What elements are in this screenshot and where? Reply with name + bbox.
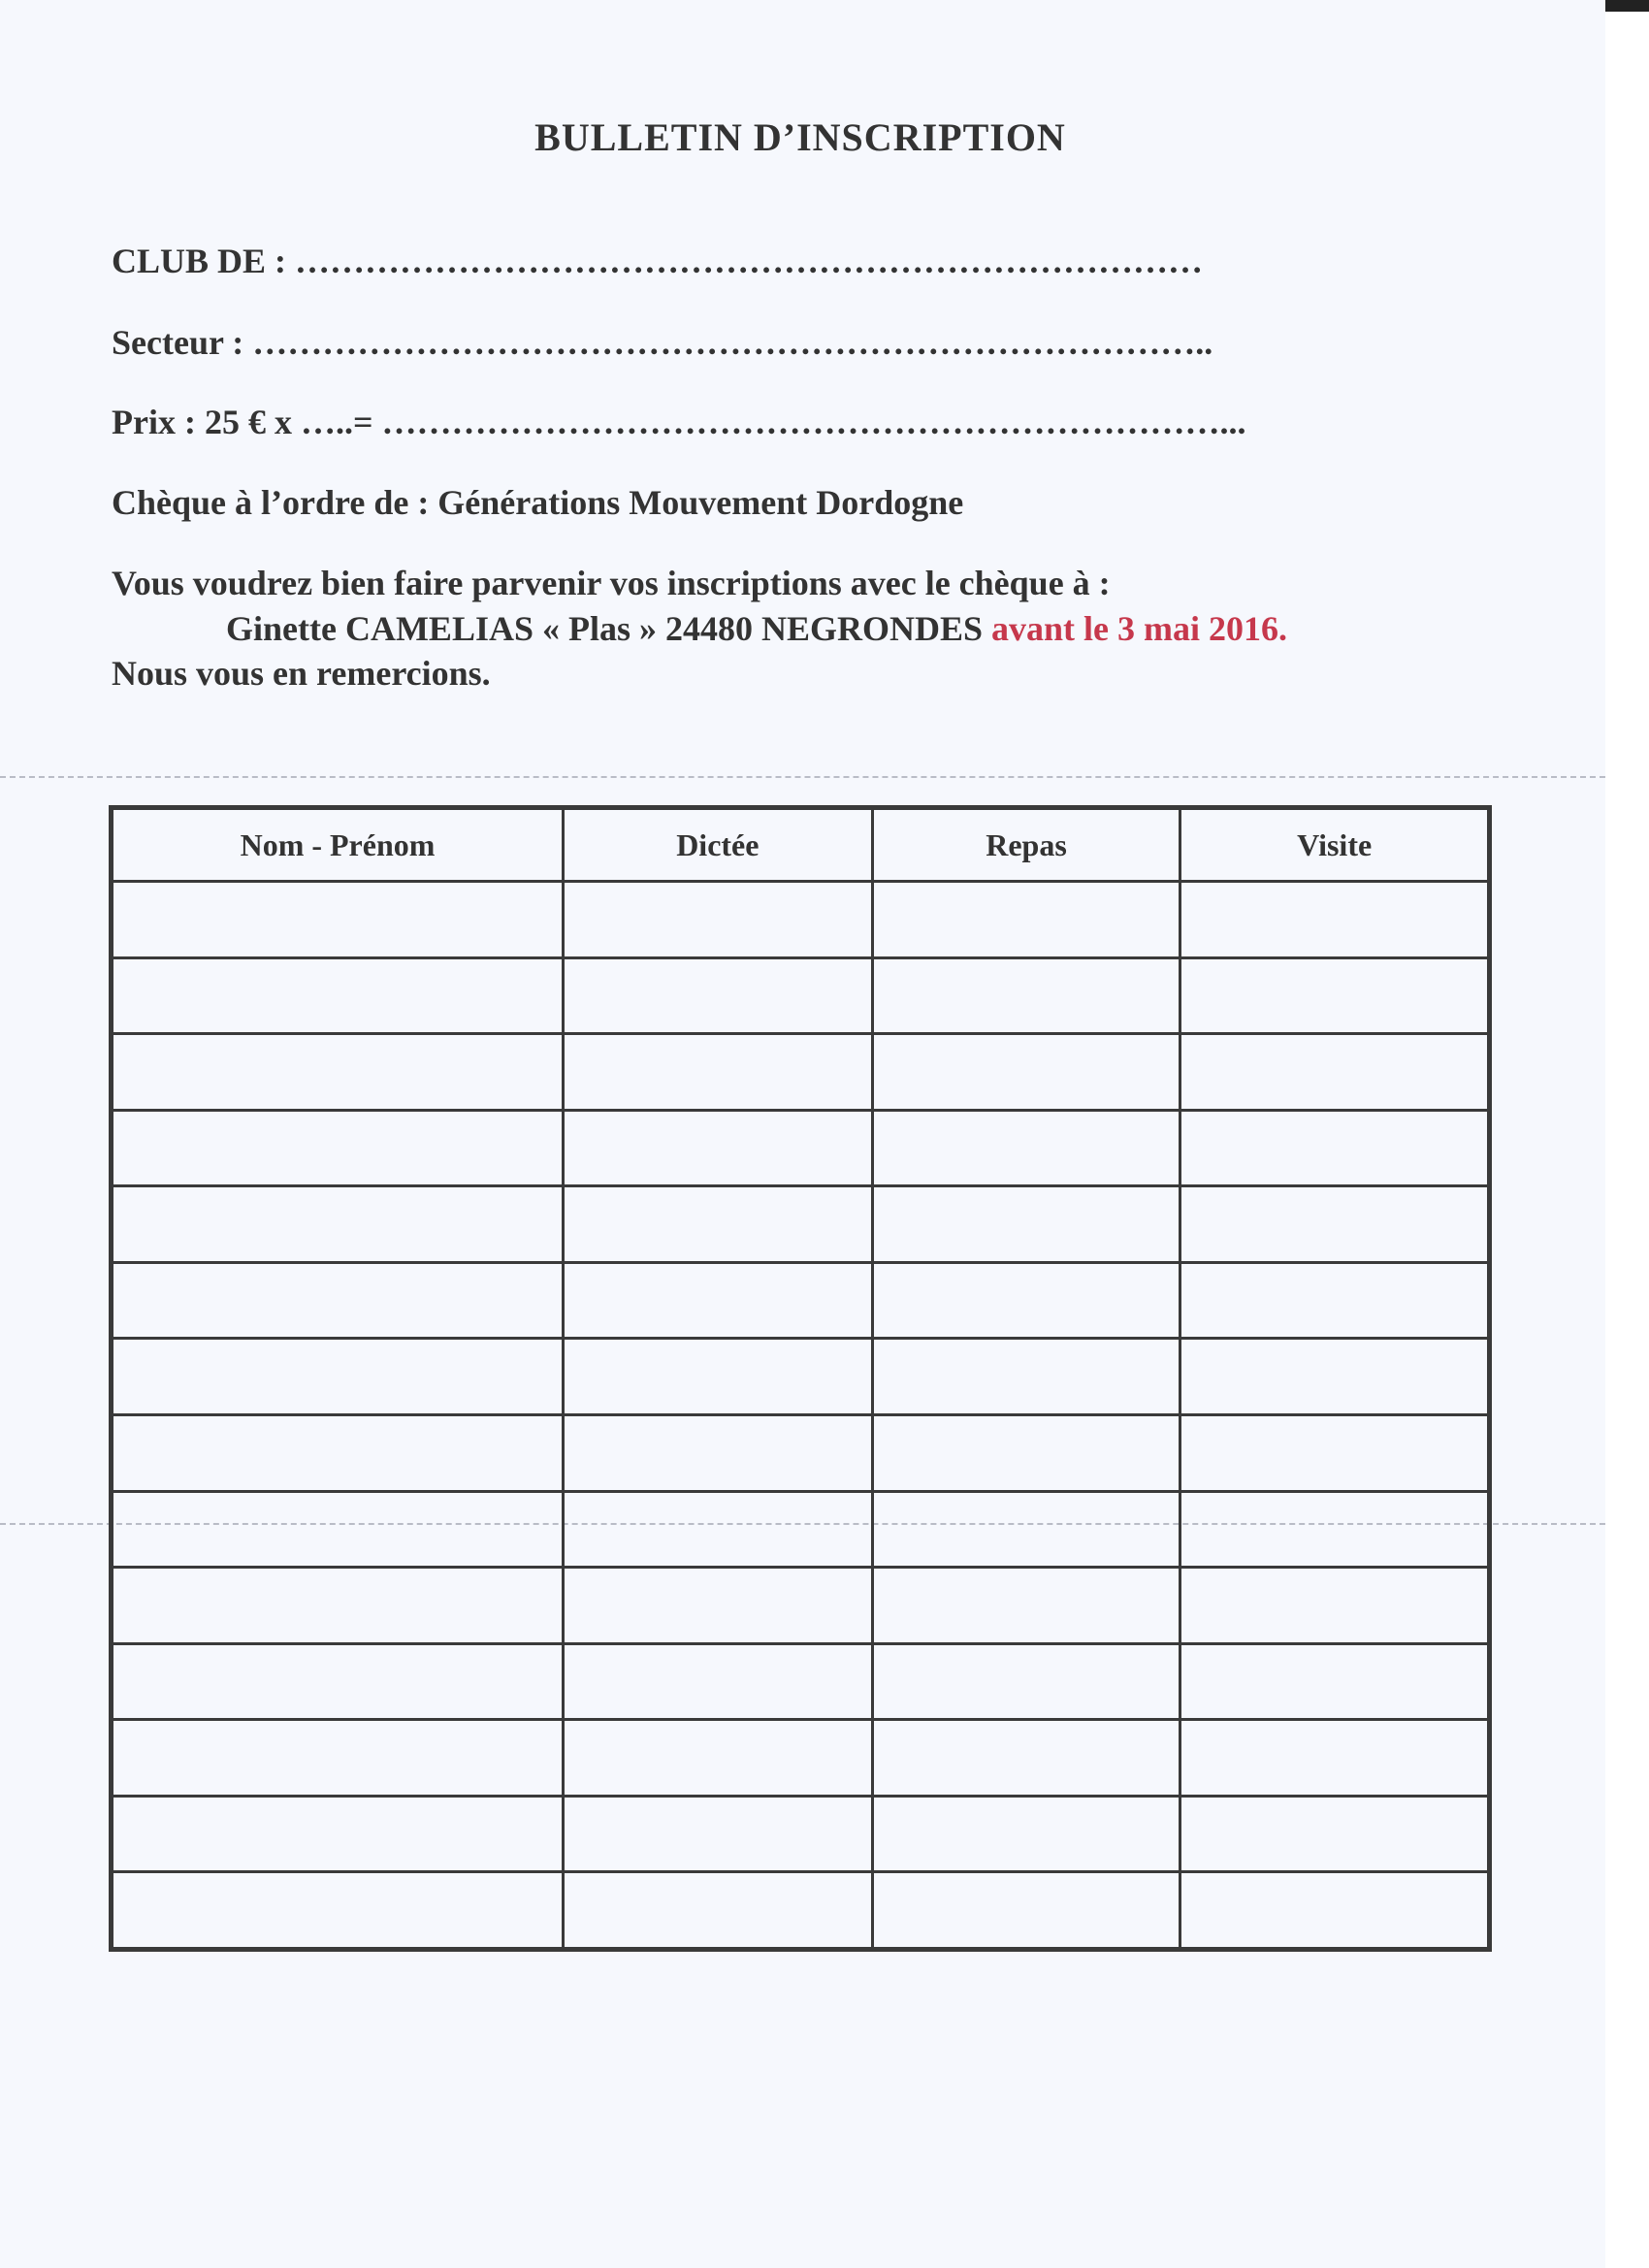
repas-cell[interactable] bbox=[872, 1720, 1180, 1797]
dictee-cell[interactable] bbox=[563, 1872, 872, 1950]
address-line bbox=[226, 608, 1390, 649]
table-row bbox=[112, 1110, 1490, 1186]
table-row bbox=[112, 1643, 1490, 1720]
repas-cell[interactable] bbox=[872, 1186, 1180, 1263]
dictee-cell[interactable] bbox=[563, 1643, 872, 1720]
table-row bbox=[112, 1034, 1490, 1111]
visite-cell[interactable] bbox=[1180, 1110, 1490, 1186]
nom-prenom-cell[interactable] bbox=[112, 1339, 564, 1415]
column-header-visite: Visite bbox=[1180, 808, 1490, 882]
nom-prenom-cell[interactable] bbox=[112, 1110, 564, 1186]
club-field: CLUB DE : …………………………………………………………………… bbox=[112, 242, 1204, 280]
repas-cell[interactable] bbox=[872, 1872, 1180, 1950]
dictee-cell[interactable] bbox=[563, 1186, 872, 1263]
cheque-line: Chèque à l’ordre de : Générations Mouvement Dordogne bbox=[112, 483, 964, 522]
visite-cell[interactable] bbox=[1180, 1796, 1490, 1872]
dictee-cell[interactable] bbox=[563, 1414, 872, 1491]
fold-line bbox=[0, 776, 1605, 778]
repas-cell[interactable] bbox=[872, 1262, 1180, 1339]
visite-cell[interactable] bbox=[1180, 1491, 1490, 1568]
nom-prenom-cell[interactable] bbox=[112, 1414, 564, 1491]
repas-cell[interactable] bbox=[872, 1414, 1180, 1491]
deadline-text: avant le 3 mai 2016. bbox=[991, 609, 1288, 648]
dictee-cell[interactable] bbox=[563, 1262, 872, 1339]
nom-prenom-cell[interactable] bbox=[112, 1491, 564, 1568]
table-row bbox=[112, 1872, 1490, 1950]
visite-cell[interactable] bbox=[1180, 1262, 1490, 1339]
repas-cell[interactable] bbox=[872, 1491, 1180, 1568]
repas-cell[interactable] bbox=[872, 1339, 1180, 1415]
nom-prenom-cell[interactable] bbox=[112, 1872, 564, 1950]
thanks-line: Nous vous en remercions. bbox=[112, 654, 491, 693]
dictee-cell[interactable] bbox=[563, 882, 872, 958]
visite-cell[interactable] bbox=[1180, 1720, 1490, 1797]
table-row bbox=[112, 1796, 1490, 1872]
page-edge bbox=[1605, 0, 1649, 2268]
visite-cell[interactable] bbox=[1180, 1339, 1490, 1415]
dictee-cell[interactable] bbox=[563, 1110, 872, 1186]
nom-prenom-cell[interactable] bbox=[112, 1796, 564, 1872]
table-row bbox=[112, 1339, 1490, 1415]
repas-cell[interactable] bbox=[872, 1796, 1180, 1872]
repas-cell[interactable] bbox=[872, 1643, 1180, 1720]
dictee-cell[interactable] bbox=[563, 1339, 872, 1415]
repas-cell[interactable] bbox=[872, 1568, 1180, 1644]
nom-prenom-cell[interactable] bbox=[112, 1568, 564, 1644]
nom-prenom-cell[interactable] bbox=[112, 1262, 564, 1339]
repas-cell[interactable] bbox=[872, 1110, 1180, 1186]
visite-cell[interactable] bbox=[1180, 1186, 1490, 1263]
table-row bbox=[112, 1414, 1490, 1491]
nom-prenom-cell[interactable] bbox=[112, 1034, 564, 1111]
dictee-cell[interactable] bbox=[563, 1796, 872, 1872]
visite-cell[interactable] bbox=[1180, 957, 1490, 1034]
column-header-nom-prenom: Nom - Prénom bbox=[112, 808, 564, 882]
address-text: Ginette CAMELIAS « Plas » 24480 NEGRONDES bbox=[226, 609, 984, 648]
table-row bbox=[112, 1186, 1490, 1263]
repas-cell[interactable] bbox=[872, 1034, 1180, 1111]
instructions-intro: Vous voudrez bien faire parvenir vos inscriptions avec le chèque à : bbox=[112, 564, 1111, 602]
nom-prenom-cell[interactable] bbox=[112, 1186, 564, 1263]
nom-prenom-cell[interactable] bbox=[112, 1643, 564, 1720]
repas-cell[interactable] bbox=[872, 882, 1180, 958]
dictee-cell[interactable] bbox=[563, 1491, 872, 1568]
table-row bbox=[112, 1720, 1490, 1797]
visite-cell[interactable] bbox=[1180, 882, 1490, 958]
nom-prenom-cell[interactable] bbox=[112, 882, 564, 958]
visite-cell[interactable] bbox=[1180, 1872, 1490, 1950]
column-header-dictee: Dictée bbox=[563, 808, 872, 882]
nom-prenom-cell[interactable] bbox=[112, 957, 564, 1034]
visite-cell[interactable] bbox=[1180, 1568, 1490, 1644]
visite-cell[interactable] bbox=[1180, 1034, 1490, 1111]
registration-table bbox=[109, 805, 1492, 1952]
repas-cell[interactable] bbox=[872, 957, 1180, 1034]
table-row bbox=[112, 1568, 1490, 1644]
column-header-repas: Repas bbox=[872, 808, 1180, 882]
nom-prenom-cell[interactable] bbox=[112, 1720, 564, 1797]
secteur-field: Secteur : ……………………………………………………………………….. bbox=[112, 323, 1213, 362]
table-header-row bbox=[112, 808, 1490, 882]
corner-mark bbox=[1605, 0, 1649, 12]
dictee-cell[interactable] bbox=[563, 1720, 872, 1797]
prix-field: Prix : 25 € x …..= ………………………………………………………………... bbox=[112, 403, 1246, 441]
visite-cell[interactable] bbox=[1180, 1643, 1490, 1720]
dictee-cell[interactable] bbox=[563, 957, 872, 1034]
dictee-cell[interactable] bbox=[563, 1034, 872, 1111]
table-row bbox=[112, 957, 1490, 1034]
table-row bbox=[112, 882, 1490, 958]
table-body bbox=[112, 882, 1490, 1950]
dictee-cell[interactable] bbox=[563, 1568, 872, 1644]
table-row bbox=[112, 1262, 1490, 1339]
visite-cell[interactable] bbox=[1180, 1414, 1490, 1491]
page-title: BULLETIN D’INSCRIPTION bbox=[534, 115, 1066, 159]
table-row bbox=[112, 1491, 1490, 1568]
